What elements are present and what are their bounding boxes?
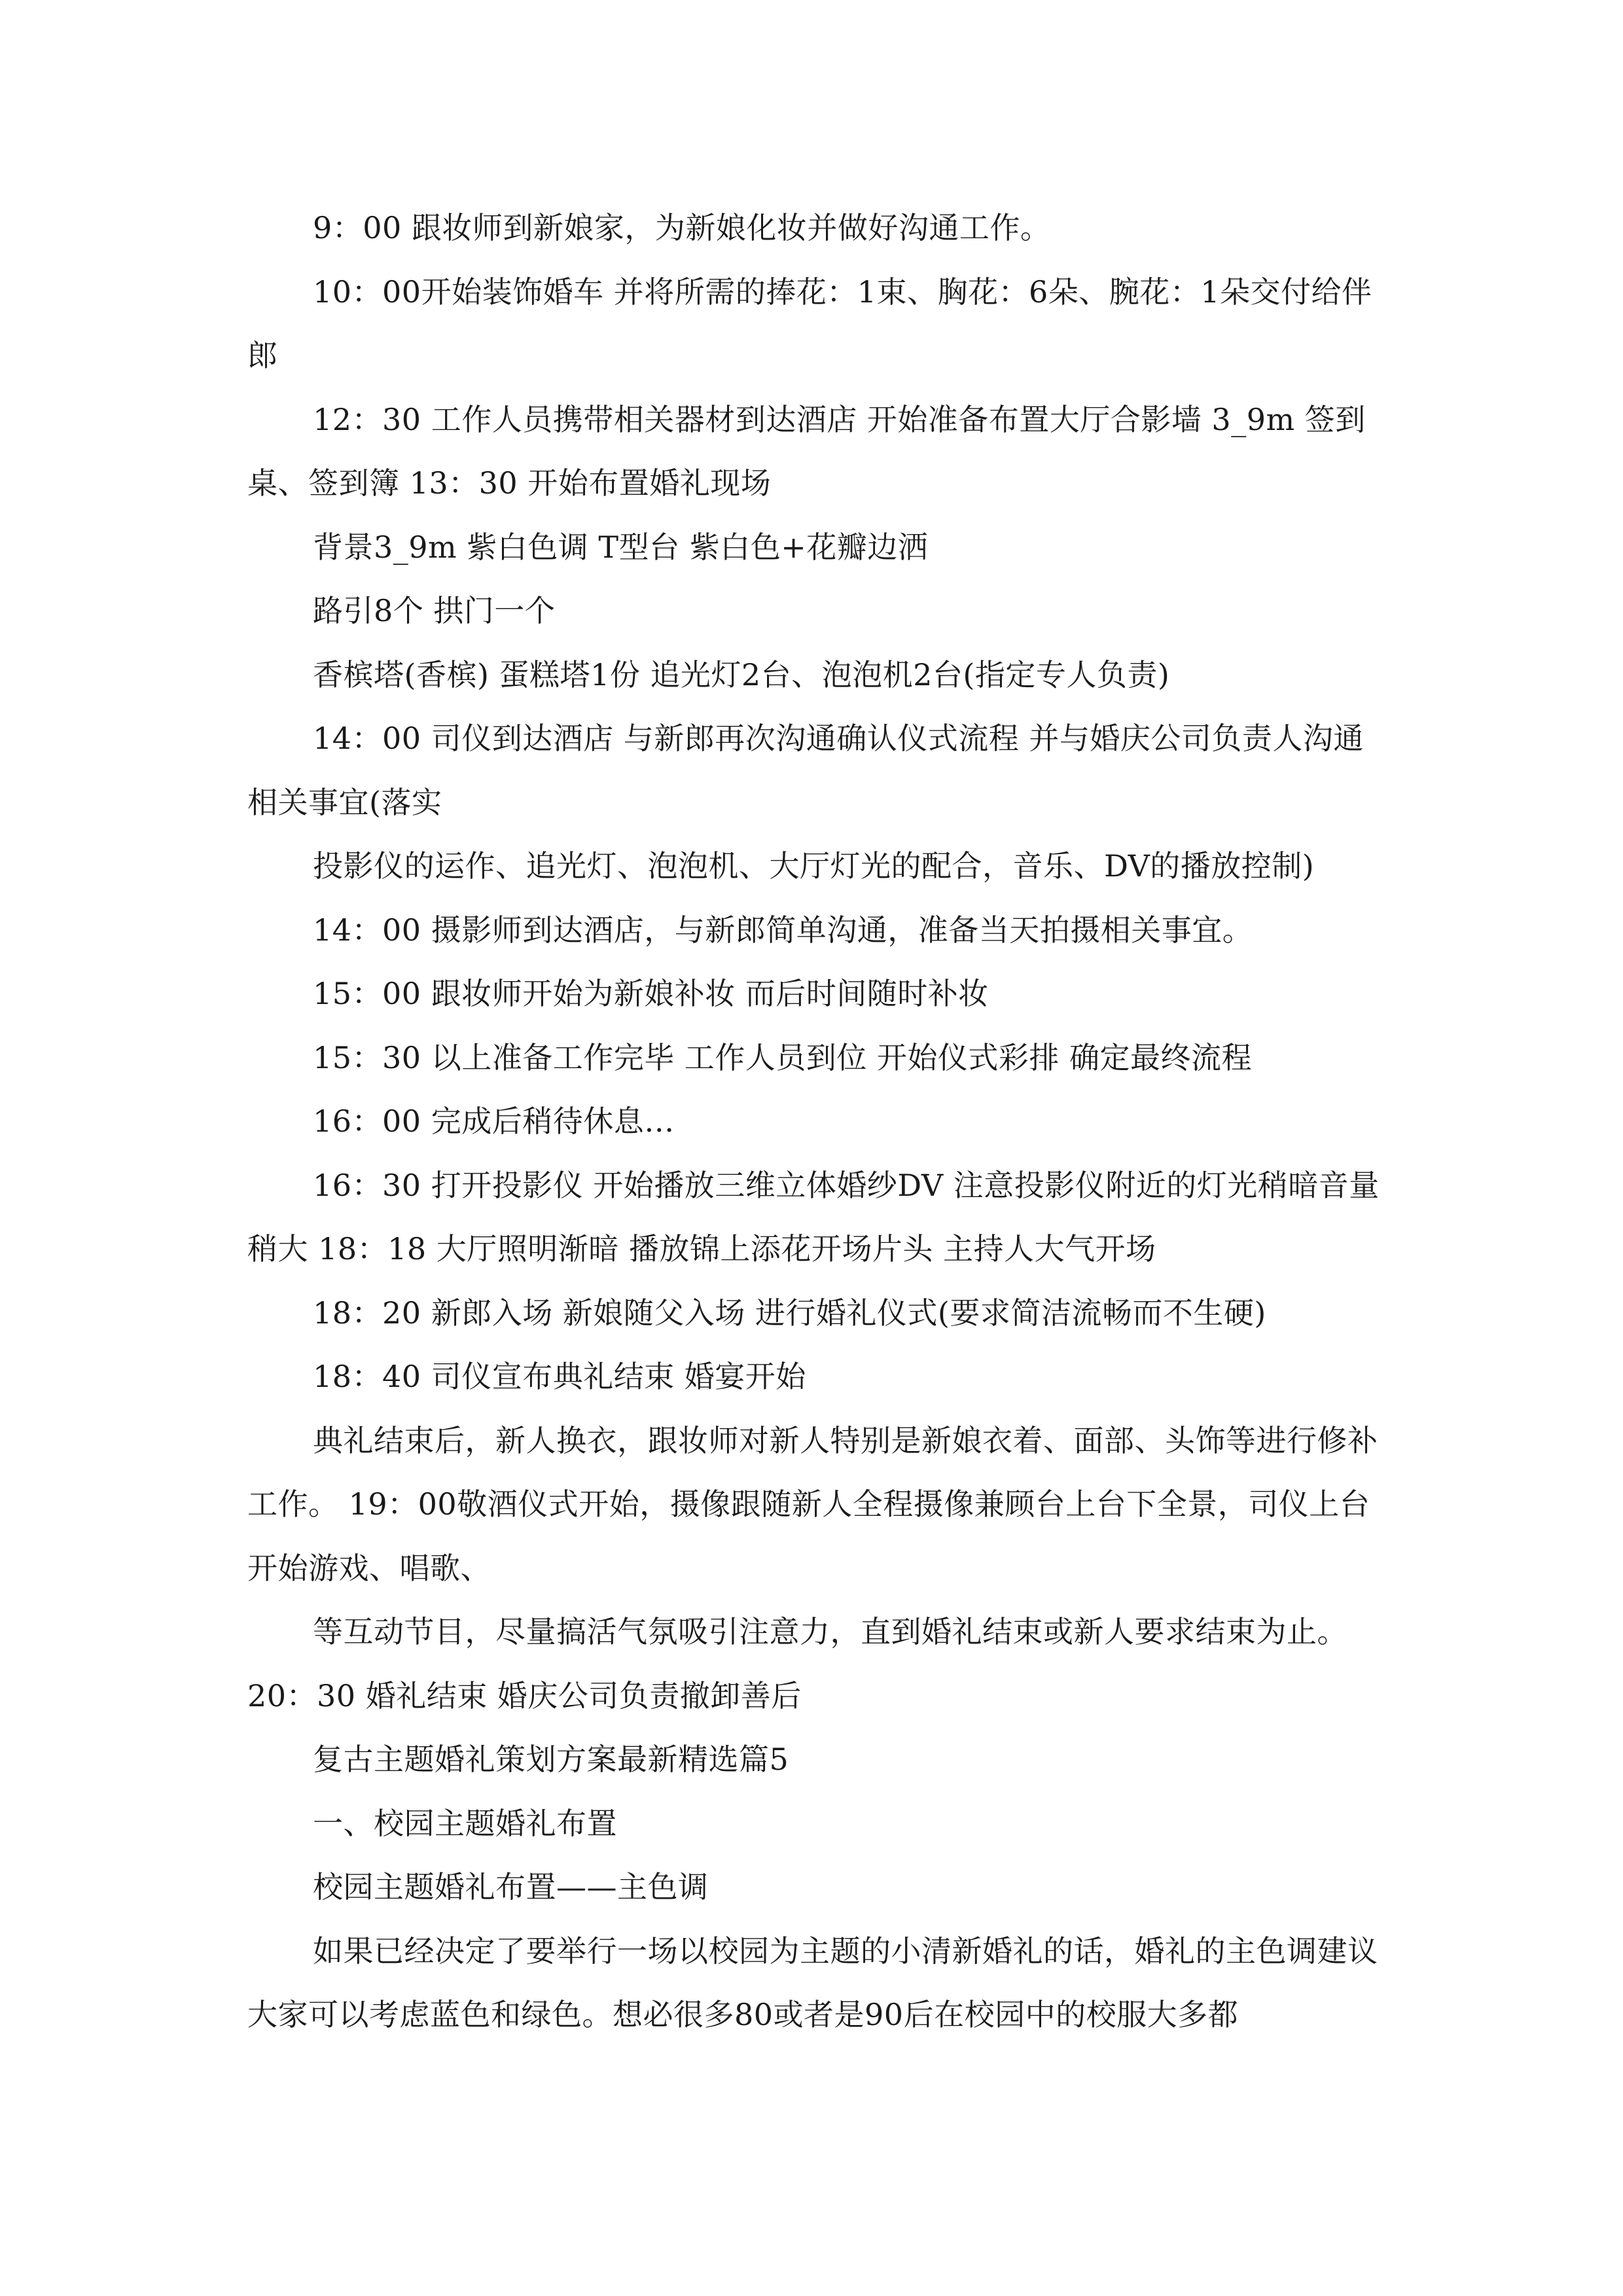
paragraph-1840-banquet: 18：40 司仪宣布典礼结束 婚宴开始 bbox=[313, 1359, 806, 1394]
paragraph-background: 背景3_9m 紫白色调 T型台 紫白色+花瓣边洒 bbox=[313, 529, 929, 565]
paragraph-1230-setup: 12：30 工作人员携带相关器材到达酒店 开始准备布置大厅合影墙 3_9m 签到桌、签到簿 13：30 开始布置婚礼现场 bbox=[247, 401, 1366, 501]
paragraph-1600-rest: 16：00 完成后稍待休息… bbox=[313, 1103, 675, 1139]
paragraph-after-ceremony: 典礼结束后，新人换衣，跟妆师对新人特别是新娘衣着、面部、头饰等进行修补工作。 19：00敬酒仪式开始，摄像跟随新人全程摄像兼顾台上台下全景，司仪上台开始游戏、唱歌、 bbox=[247, 1422, 1378, 1586]
section-heading-part5: 复古主题婚礼策划方案最新精选篇5 bbox=[313, 1742, 789, 1777]
section-heading-campus-layout: 一、校园主题婚礼布置 bbox=[313, 1805, 617, 1841]
paragraph-main-color: 如果已经决定了要举行一场以校园为主题的小清新婚礼的话，婚礼的主色调建议大家可以考虑蓝色和绿色。想必很多80或者是90后在校园中的校服大多都 bbox=[247, 1933, 1378, 2032]
paragraph-1400-photographer: 14：00 摄影师到达酒店，与新郎简单沟通，准备当天拍摄相关事宜。 bbox=[313, 912, 1253, 948]
paragraph-0900-makeup: 9：00 跟妆师到新娘家，为新娘化妆并做好沟通工作。 bbox=[313, 210, 1051, 245]
document-body bbox=[247, 196, 1380, 2047]
paragraph-1530-rehearsal: 15：30 以上准备工作完毕 工作人员到位 开始仪式彩排 确定最终流程 bbox=[313, 1039, 1253, 1075]
paragraph-1500-touchup: 15：00 跟妆师开始为新娘补妆 而后时间随时补妆 bbox=[313, 976, 989, 1011]
paragraph-interactive-program: 等互动节目，尽量搞活气氛吸引注意力，直到婚礼结束或新人要求结束为止。 bbox=[313, 1614, 1347, 1649]
paragraph-1820-ceremony: 18：20 新郎入场 新娘随父入场 进行婚礼仪式(要求简洁流畅而不生硬) bbox=[313, 1295, 1266, 1331]
paragraph-champagne-tower: 香槟塔(香槟) 蛋糕塔1份 追光灯2台、泡泡机2台(指定专人负责) bbox=[313, 656, 1170, 692]
paragraph-road-signs: 路引8个 拱门一个 bbox=[313, 593, 556, 628]
paragraph-1000-wedding-car: 10：00开始装饰婚车 并将所需的捧花：1束、胸花：6朵、腕花：1朵交付给伴郎 bbox=[247, 274, 1372, 373]
paragraph-projector-control: 投影仪的运作、追光灯、泡泡机、大厅灯光的配合，音乐、DV的播放控制) bbox=[313, 848, 1315, 884]
subheading-main-color: 校园主题婚礼布置——主色调 bbox=[313, 1869, 709, 1905]
paragraph-2030-end: 20：30 婚礼结束 婚庆公司负责撤卸善后 bbox=[247, 1677, 802, 1713]
paragraph-1630-projector: 16：30 打开投影仪 开始播放三维立体婚纱DV 注意投影仪附近的灯光稍暗音量稍大 18：18 大厅照明渐暗 播放锦上添花开场片头 主持人大气开场 bbox=[247, 1167, 1380, 1266]
paragraph-1400-mc: 14：00 司仪到达酒店 与新郎再次沟通确认仪式流程 并与婚庆公司负责人沟通相关事宜(落实 bbox=[247, 721, 1364, 820]
